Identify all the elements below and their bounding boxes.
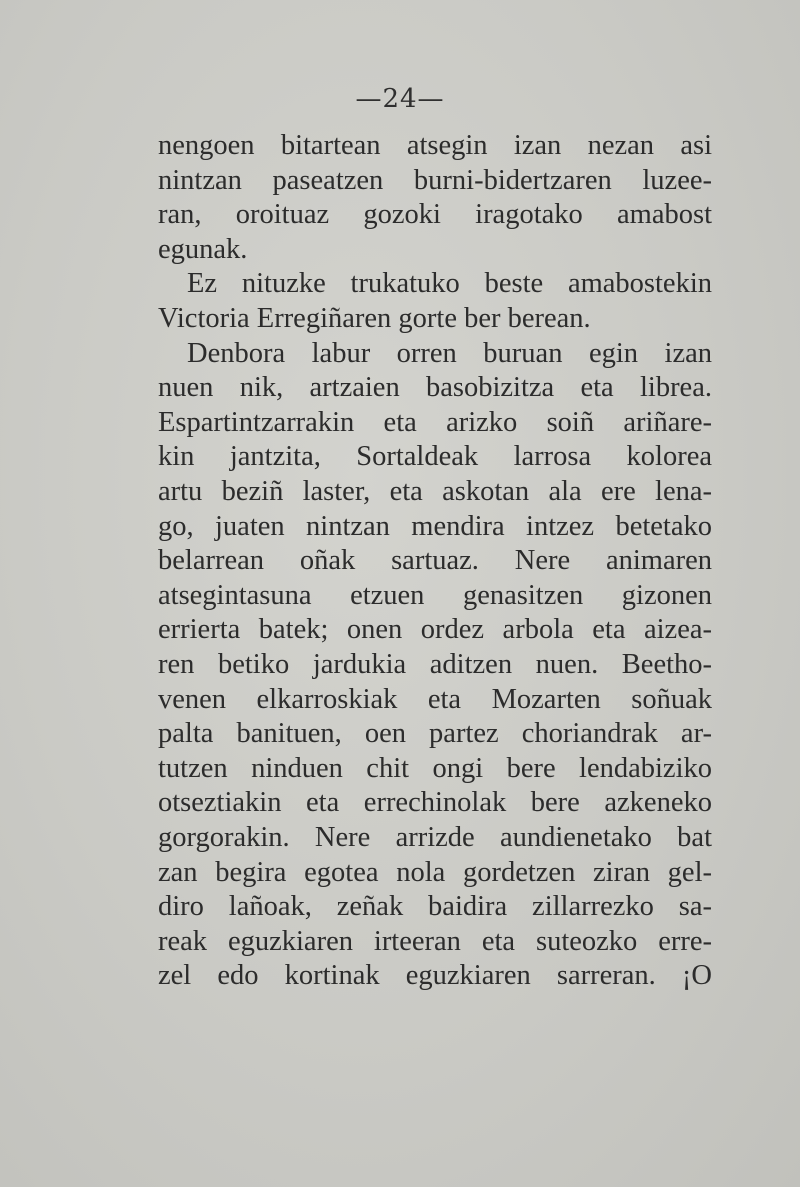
text-line: reak eguzkiaren irteeran eta suteozko erre- — [158, 925, 712, 957]
text-line: kin jantzita, Sortaldeak larrosa kolorea — [158, 441, 712, 473]
text-line: nintzan paseatzen burni-bidertzaren luzee- — [158, 164, 712, 196]
text-line: ran, oroituaz gozoki iragotako amabost — [158, 199, 712, 231]
text-line: zan begira egotea nola gordetzen ziran gel- — [158, 856, 712, 888]
text-line: nuen nik, artzaien basobizitza eta librea. — [158, 372, 712, 404]
text-line: tutzen ninduen chit ongi bere lendabiziko — [158, 752, 712, 784]
text-line: egunak. — [158, 233, 248, 265]
text-line: otseztiakin eta errechinolak bere azkeneko — [158, 787, 712, 819]
text-line: gorgorakin. Nere arrizde aundienetako bat — [158, 822, 712, 853]
text-line: artu beziñ laster, eta askotan ala ere lena- — [158, 476, 712, 507]
text-line: Ez nituzke trukatuko beste amabostekin — [187, 268, 712, 300]
text-line: venen elkarroskiak eta Mozarten soñuak — [158, 683, 712, 715]
text-line: atsegintasuna etzuen genasitzen gizonen — [158, 579, 712, 611]
text-line: nengoen bitartean atsegin izan nezan asi — [158, 130, 712, 161]
text-line: zel edo kortinak eguzkiaren sarreran. ¡O — [158, 960, 712, 992]
text-line: belarrean oñak sartuaz. Nere animaren — [158, 545, 712, 577]
text-line: diro lañoak, zeñak baidira zillarrezko sa- — [158, 891, 712, 923]
text-line: Denbora labur orren buruan egin izan — [187, 337, 712, 369]
text-line: Victoria Erregiñaren gorte ber berean. — [158, 303, 591, 334]
text-line: errierta batek; onen ordez arbola eta aizea- — [158, 614, 712, 646]
text-line: Espartintzarrakin eta arizko soiñ ariñare- — [158, 406, 712, 438]
text-line: ren betiko jardukia aditzen nuen. Beetho- — [158, 649, 712, 680]
text-line: palta banituen, oen partez choriandrak ar- — [158, 718, 712, 750]
page-number: —24— — [355, 84, 445, 114]
text-line: go, juaten nintzan mendira intzez betetako — [158, 510, 712, 542]
